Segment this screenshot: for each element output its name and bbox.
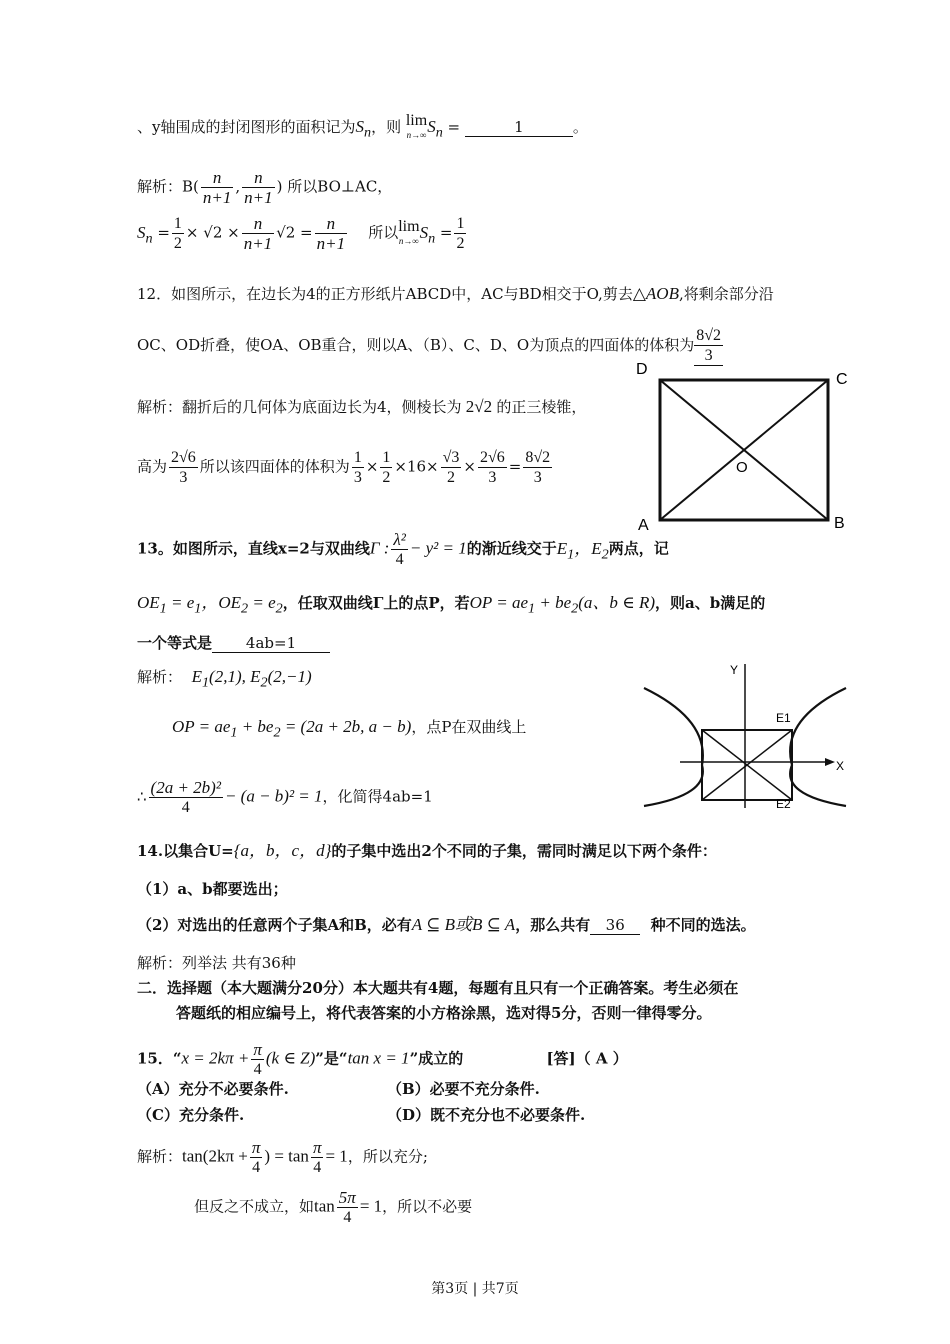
q12-line-1: 12．如图所示，在边长为4的正方形纸片ABCD中，AC与BD相交于O,剪去△AOB,将剩余部分沿 xyxy=(137,284,774,303)
q13-line-3: 一个等式是 4ab=1 xyxy=(137,632,330,654)
label-b: B xyxy=(834,515,845,532)
q13-analysis-2: OP = $ae_1 + be_2 = (2a + 2b$, a − b)，点P在双曲线上 xyxy=(172,717,527,741)
page-footer: 第3页 | 共7页 xyxy=(431,1281,519,1297)
label-o: O xyxy=(736,459,748,476)
q12-analysis-1: 解析：翻折后的几何体为底面边长为4，侧棱长为 2√2 的正三棱锥， xyxy=(137,397,587,416)
q11-answer: 1 xyxy=(465,118,573,137)
q14-answer: 36 xyxy=(590,916,640,935)
q15-option-b: （B）必要不充分条件. xyxy=(387,1080,540,1098)
label-e1: E1 xyxy=(776,711,791,725)
q15-answer: [答]（ A ） xyxy=(546,1049,628,1068)
q15-option-a: （A）充分不必要条件. xyxy=(137,1080,289,1098)
q11-analysis-1: 解析：B( $\frac{n}{n+1}$ , $\frac{n}{n+1}$ ) 所以BO⊥AC， xyxy=(137,168,393,207)
label-x: X xyxy=(836,759,845,773)
q15-analysis-2: 但反之不成立，如tan $\frac{5\pi}{4}$ = 1，所以不必要 xyxy=(194,1188,473,1226)
square-figure xyxy=(628,352,858,534)
x-axis-arrow xyxy=(825,758,835,766)
q12-line-2: OC、OD折叠，使OA、OB重合，则以A、（B）、C、D、O为顶点的四面体的体积为 $\frac{8√2}{3}$ xyxy=(137,327,721,364)
q14-line-1: 14.以集合U={a，b，c，d}的子集中选出2个不同的子集，需同时满足以下两个条件： xyxy=(137,841,717,860)
q14-condition-1: （1）a、b都要选出； xyxy=(137,880,288,898)
q14-condition-2: （2）对选出的任意两个子集A和B，必有A ⊆ B或B ⊆ A，那么共有 36 种不同的选法。 xyxy=(137,915,756,934)
q13-line-1: 13。如图所示，直线x=2与双曲线Γ : $\frac{\text{λ²}}{4}$ − y² = 1的渐近线交于$E_1$，$E_2$两点，记 xyxy=(137,530,669,568)
q13-analysis-3: ∴ $\frac{\text{(2a + 2b)²}}{4}$ − (a − b)² = 1，化简得4ab=1 xyxy=(137,778,433,816)
hyperbola-figure xyxy=(640,660,860,810)
hyperbola-right-branch xyxy=(790,688,846,806)
q11-analysis-2: $S_n$ = $\frac{1}{2}$ × √2 × $\frac{n}{n+1}$ √2 = $\frac{n}{n+1}$ 所以lim n→∞ $S_n$ = $\frac{1}{2}$ xyxy=(137,214,465,253)
q15-option-c: （C）充分条件. xyxy=(137,1106,245,1124)
label-y: Y xyxy=(730,663,739,677)
section2-line-2: 答题纸的相应编号上，将代表答案的小方格涂黑，选对得5分，否则一律得零分。 xyxy=(176,1004,712,1022)
label-d: D xyxy=(636,361,648,378)
label-e2: E2 xyxy=(776,797,791,810)
label-a: A xyxy=(638,517,649,534)
section2-line-1: 二．选择题（本大题满分20分）本大题共有4题，每题有且只有一个正确答案。考生必须在 xyxy=(137,979,739,997)
q14-analysis: 解析：列举法 共有36种 xyxy=(137,954,296,972)
q15-option-d: （D）既不充分也不必要条件. xyxy=(387,1106,586,1124)
hyperbola-left-branch xyxy=(644,688,703,806)
q15-analysis-1: 解析：tan(2kπ + $\frac{\pi}{4}$ ) = tan $\frac{\pi}{4}$ = 1，所以充分; xyxy=(137,1138,428,1176)
q13-line-2: $OE_1 = e_1$，$OE_2 = e_2$，任取双曲线Γ上的点P，若OP = $ae_1 + be_2(a$、b ∈ R)，则a、b满足的 xyxy=(137,593,766,617)
q13-analysis-1: 解析： $E_1(2,1)$, $E_2(2,-1)$ xyxy=(137,667,312,691)
q11-continuation: 、y轴围成的封闭图形的面积记为$S_n$，则 lim n→∞ $S_n = 1$ 。 xyxy=(137,112,588,141)
q13-answer: 4ab=1 xyxy=(212,634,330,653)
q15-stem: 15．“x = 2kπ + $\frac{\pi}{4}$ (k ∈ Z)”是“tan x = 1”成立的 [答]（ A ） xyxy=(137,1040,628,1078)
label-c: C xyxy=(836,371,848,388)
q12-analysis-2: 高为 $\frac{2√6}{3}$ 所以该四面体的体积为 $\frac{1}{3}$ × $\frac{1}{2}$ ×16× $\frac{√3}{2}$ × $\frac{2√6}{3}$ = $\frac{8√2}{3}$ xyxy=(137,449,551,486)
